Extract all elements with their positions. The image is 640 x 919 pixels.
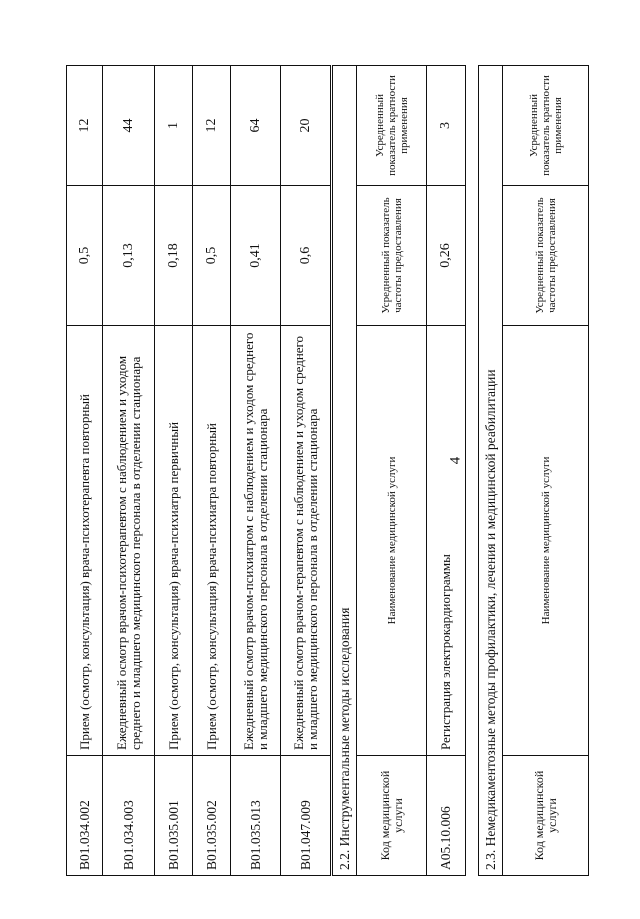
table-row	[427, 65, 466, 875]
multiplicity-value: 12	[67, 66, 103, 186]
section-title: 2.3. Немедикаментозные методы профилактики, лечения и медицинской реабилитации	[479, 66, 503, 876]
header-name: Наименование медицинской услуги	[503, 326, 589, 756]
header-frequency: Усредненный показатель частоты предоставления	[503, 186, 589, 326]
service-name: Регистрация электрокардиограммы	[427, 326, 466, 756]
instrumental-methods-table	[332, 66, 465, 876]
table-row	[231, 66, 281, 876]
non-drug-methods-table	[478, 66, 588, 876]
multiplicity-value: 64	[231, 66, 281, 186]
service-code: B01.035.013	[231, 756, 281, 876]
service-code: B01.035.002	[193, 756, 231, 876]
header-code: Код медицинской услуги	[503, 756, 589, 876]
table-header-row	[357, 65, 427, 875]
service-code: A05.10.006	[427, 756, 466, 876]
table-row	[155, 66, 193, 876]
multiplicity-value: 44	[103, 66, 155, 186]
header-frequency: Усредненный показатель частоты предоставления	[357, 186, 427, 326]
multiplicity-value: 12	[193, 66, 231, 186]
service-name: Ежедневный осмотр врачом-терапевтом с наблюдением и уходом среднего и младшего медицинского персонала в отделении стационара	[281, 326, 331, 756]
multiplicity-value: 3	[427, 65, 466, 185]
frequency-value: 0,13	[103, 186, 155, 326]
service-code: B01.034.003	[103, 756, 155, 876]
frequency-value: 0,18	[155, 186, 193, 326]
frequency-value: 0,5	[67, 186, 103, 326]
service-code: B01.034.002	[67, 756, 103, 876]
multiplicity-value: 20	[281, 66, 331, 186]
service-name: Прием (осмотр, консультация) врача-психиатра первичный	[155, 326, 193, 756]
header-multiplicity: Усредненный показатель кратности применения	[357, 65, 427, 185]
header-multiplicity: Усредненный показатель кратности применения	[503, 66, 589, 186]
service-name: Прием (осмотр, консультация) врача-психиатра повторный	[193, 326, 231, 756]
services-table-continued	[66, 66, 330, 876]
frequency-value: 0,26	[427, 186, 466, 326]
service-name: Ежедневный осмотр врачом-психиатром с наблюдением и уходом среднего и младшего медицинского персонала в отделении стационара	[231, 326, 281, 756]
frequency-value: 0,41	[231, 186, 281, 326]
frequency-value: 0,6	[281, 186, 331, 326]
section-title: 2.2. Инструментальные методы исследования	[333, 65, 357, 875]
table-header-row	[503, 66, 589, 876]
page-number: 4	[447, 456, 464, 465]
service-name: Прием (осмотр, консультация) врача-психотерапевта повторный	[67, 326, 103, 756]
header-code: Код медицинской услуги	[357, 756, 427, 876]
table-row	[67, 66, 103, 876]
frequency-value: 0,5	[193, 186, 231, 326]
multiplicity-value: 1	[155, 66, 193, 186]
service-code: B01.047.009	[281, 756, 331, 876]
service-name: Ежедневный осмотр врачом-психотерапевтом с наблюдением и уходом среднего и младшего медицинского персонала в отделении стационара	[103, 326, 155, 756]
table-row	[193, 66, 231, 876]
table-row	[103, 66, 155, 876]
header-name: Наименование медицинской услуги	[357, 326, 427, 756]
table-row	[281, 66, 331, 876]
service-code: B01.035.001	[155, 756, 193, 876]
